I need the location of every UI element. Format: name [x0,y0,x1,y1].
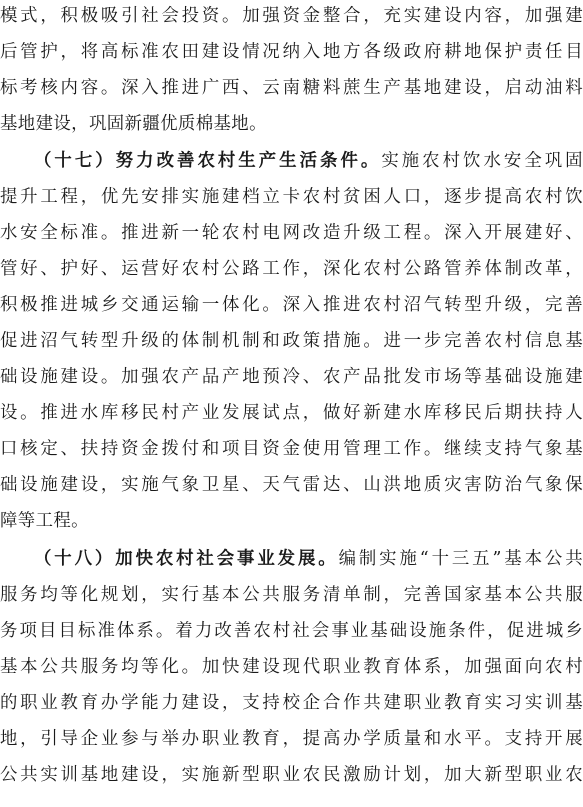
section-heading: （十七）努力改善农村生产生活条件。 [34,151,382,171]
text-line: 积极推进城乡交通运输一体化。深入推进农村沼气转型升级，完善 [0,295,583,315]
text-line: 管好、护好、运营好农村公路工作，深化农村公路管养体制改革， [0,259,583,279]
text-line: 的职业教育办学能力建设，支持校企合作共建职业教育实习实训基 [0,693,583,713]
text-line: 水安全标准。推进新一轮农村电网改造升级工程。深入开展建好、 [0,223,583,243]
text-line [0,541,583,577]
text-line: 地，引导企业参与举办职业教育，提高办学质量和水平。支持开展 [0,729,583,749]
heading-followup-text: 编制实施“十三五”基本公共 [338,549,583,569]
text-line: 模式，积极吸引社会投资。加强资金整合，充实建设内容，加强建 [0,6,583,26]
section-heading: （十八）加快农村社会事业发展。 [34,549,339,569]
text-line: 促进沼气转型升级的体制机制和政策措施。进一步完善农村信息基 [0,331,583,351]
text-line: 提升工程，优先安排实施建档立卡农村贫困人口，逐步提高农村饮 [0,187,583,207]
text-line [0,143,583,179]
text-line: 服务均等化规划，实行基本公共服务清单制，完善国家基本公共服 [0,585,583,605]
heading-followup-text: 实施农村饮水安全巩固 [381,151,583,171]
text-line: 障等工程。 [0,511,89,531]
text-line: 标考核内容。深入推进广西、云南糖料蔗生产基地建设，启动油料 [0,78,583,98]
text-line: 础设施建设。加强农产品产地预冷、农产品批发市场等基础设施建 [0,367,583,387]
text-line: 后管护，将高标准农田建设情况纳入地方各级政府耕地保护责任目 [0,42,583,62]
text-line: 基本公共服务均等化。加快建设现代职业教育体系，加强面向农村 [0,657,583,677]
text-line: 设。推进水库移民村产业发展试点，做好新建水库移民后期扶持人 [0,403,583,423]
text-line: 务项目目标准体系。着力改善农村社会事业基础设施条件，促进城乡 [0,621,583,641]
text-line: 口核定、扶持资金拨付和项目资金使用管理工作。继续支持气象基 [0,439,583,459]
text-line: 基地建设，巩固新疆优质棉基地。 [0,114,267,134]
text-line: 公共实训基地建设，实施新型职业农民激励计划，加大新型职业农 [0,765,583,785]
text-line: 础设施建设，实施气象卫星、天气雷达、山洪地质灾害防治气象保 [0,475,583,495]
